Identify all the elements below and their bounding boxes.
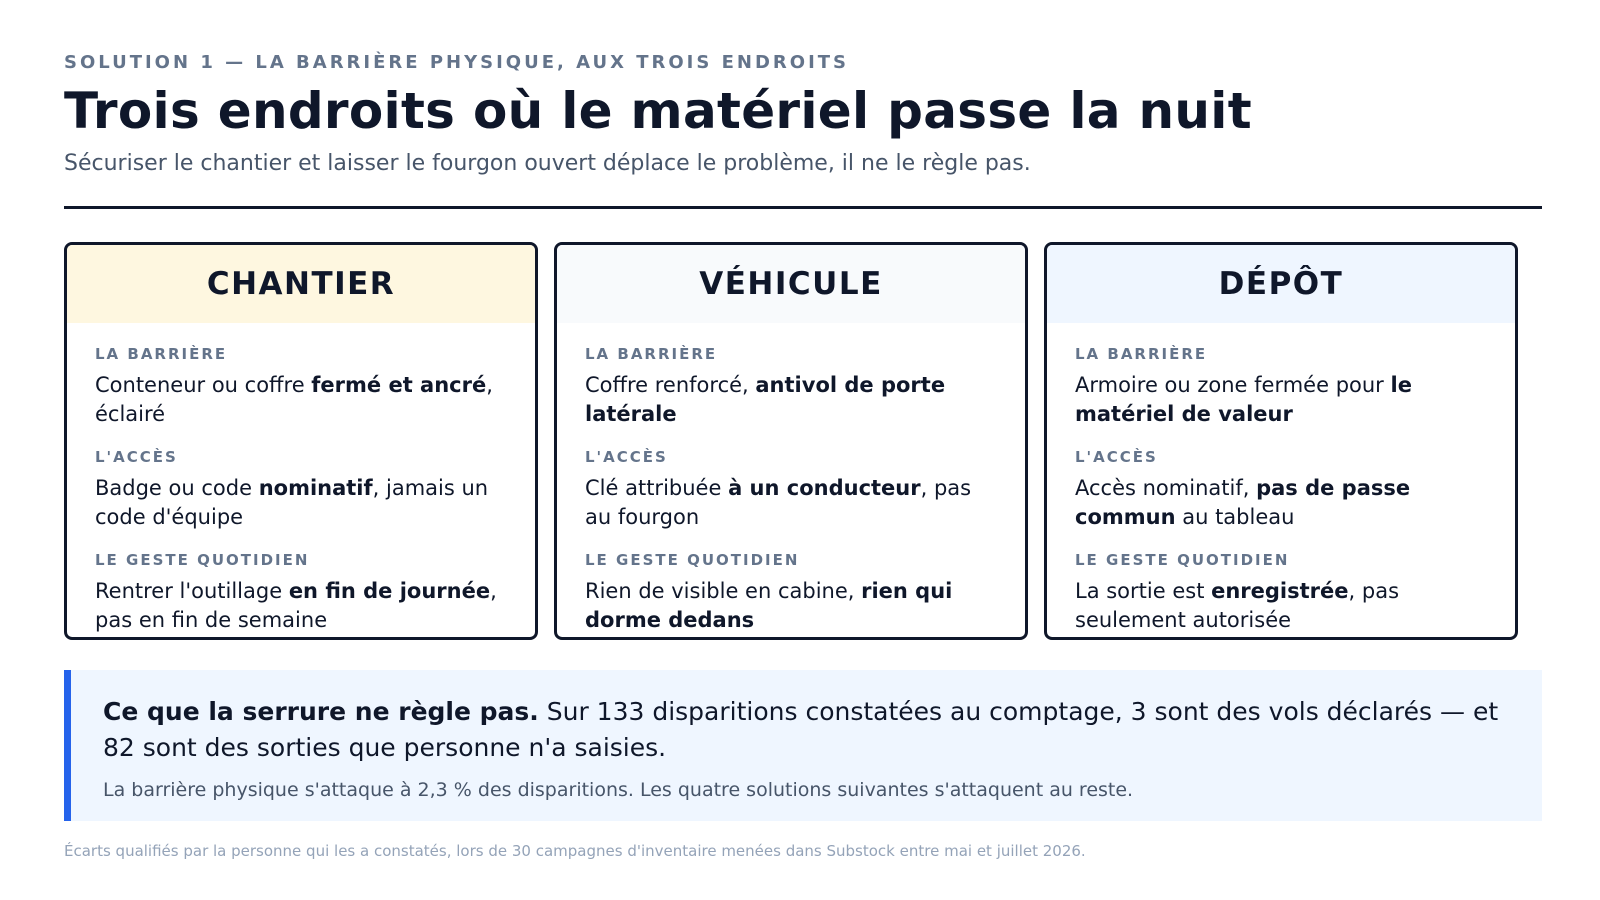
section-text	[585, 474, 997, 532]
callout-text: Sur 133 disparitions constatées au comptage, 3 sont des vols déclarés — et 82 sont des sorties que personne n'a saisies.	[103, 697, 1499, 762]
body-text: , pas au fourgon	[585, 476, 972, 529]
section-label: LE GESTE QUOTIDIEN	[585, 551, 800, 569]
section-label: LA BARRIÈRE	[1075, 345, 1208, 363]
section-text	[95, 371, 507, 429]
section-label: LA BARRIÈRE	[95, 345, 228, 363]
section-text	[585, 577, 997, 635]
section-label: L'ACCÈS	[1075, 448, 1158, 466]
section-text	[585, 371, 997, 429]
body-text: Badge ou code	[95, 476, 259, 500]
eyebrow-label: SOLUTION 1 — LA BARRIÈRE PHYSIQUE, AUX TROIS ENDROITS	[64, 52, 850, 73]
section-text	[95, 474, 507, 532]
card-body	[557, 323, 1025, 635]
page-subtitle: Sécuriser le chantier et laisser le fourgon ouvert déplace le problème, il ne le règle pas.	[64, 151, 1031, 176]
body-text: La sortie est	[1075, 579, 1212, 603]
body-text: , jamais un code d'équipe	[95, 476, 489, 529]
insight-callout	[64, 670, 1542, 821]
body-text: , pas seulement autorisée	[1075, 579, 1400, 632]
emphasis-text: antivol de porte latérale	[585, 373, 946, 426]
callout-lead: Ce que la serrure ne règle pas.	[103, 697, 539, 726]
section-label: L'ACCÈS	[585, 448, 668, 466]
emphasis-text: nominatif	[258, 476, 373, 500]
page-title: Trois endroits où le matériel passe la nuit	[64, 82, 1252, 140]
body-text: , éclairé	[95, 373, 493, 426]
body-text: Coffre renforcé,	[585, 373, 756, 397]
callout-subtext: La barrière physique s'attaque à 2,3 % des disparitions. Les quatre solutions suivantes s'attaquent au reste.	[103, 779, 1134, 801]
section-label: L'ACCÈS	[95, 448, 178, 466]
emphasis-text: en fin de journée	[288, 579, 491, 603]
emphasis-text: pas de passe commun	[1075, 476, 1411, 529]
section-label: LA BARRIÈRE	[585, 345, 718, 363]
emphasis-text: enregistrée	[1211, 579, 1349, 603]
section-label: LE GESTE QUOTIDIEN	[95, 551, 310, 569]
section-text	[95, 577, 507, 635]
body-text: , pas en fin de semaine	[95, 579, 497, 632]
body-text: Accès nominatif,	[1075, 476, 1257, 500]
source-footnote: Écarts qualifiés par la personne qui les a constatés, lors de 30 campagnes d'inventaire menées dans Substock entre mai et juillet 2026.	[64, 842, 1086, 860]
section-text	[1075, 474, 1487, 532]
callout-main	[103, 694, 1510, 766]
card-body	[67, 323, 535, 635]
card-depot	[1044, 242, 1518, 640]
card-title: CHANTIER	[67, 245, 535, 323]
emphasis-text: le matériel de valeur	[1075, 373, 1412, 426]
emphasis-text: fermé et ancré	[311, 373, 487, 397]
body-text: Rien de visible en cabine,	[585, 579, 862, 603]
card-vehicule	[554, 242, 1028, 640]
card-title: VÉHICULE	[557, 245, 1025, 323]
emphasis-text: à un conducteur	[728, 476, 921, 500]
section-label: LE GESTE QUOTIDIEN	[1075, 551, 1290, 569]
body-text: au tableau	[1175, 505, 1295, 529]
section-text	[1075, 577, 1487, 635]
card-body	[1047, 323, 1515, 635]
body-text: Rentrer l'outillage	[95, 579, 289, 603]
section-text	[1075, 371, 1487, 429]
body-text: Conteneur ou coffre	[95, 373, 312, 397]
header-divider	[64, 206, 1542, 209]
card-chantier	[64, 242, 538, 640]
card-title: DÉPÔT	[1047, 245, 1515, 323]
emphasis-text: rien qui dorme dedans	[585, 579, 953, 632]
body-text: Clé attribuée	[585, 476, 729, 500]
body-text: Armoire ou zone fermée pour	[1075, 373, 1391, 397]
location-cards	[64, 242, 1542, 641]
